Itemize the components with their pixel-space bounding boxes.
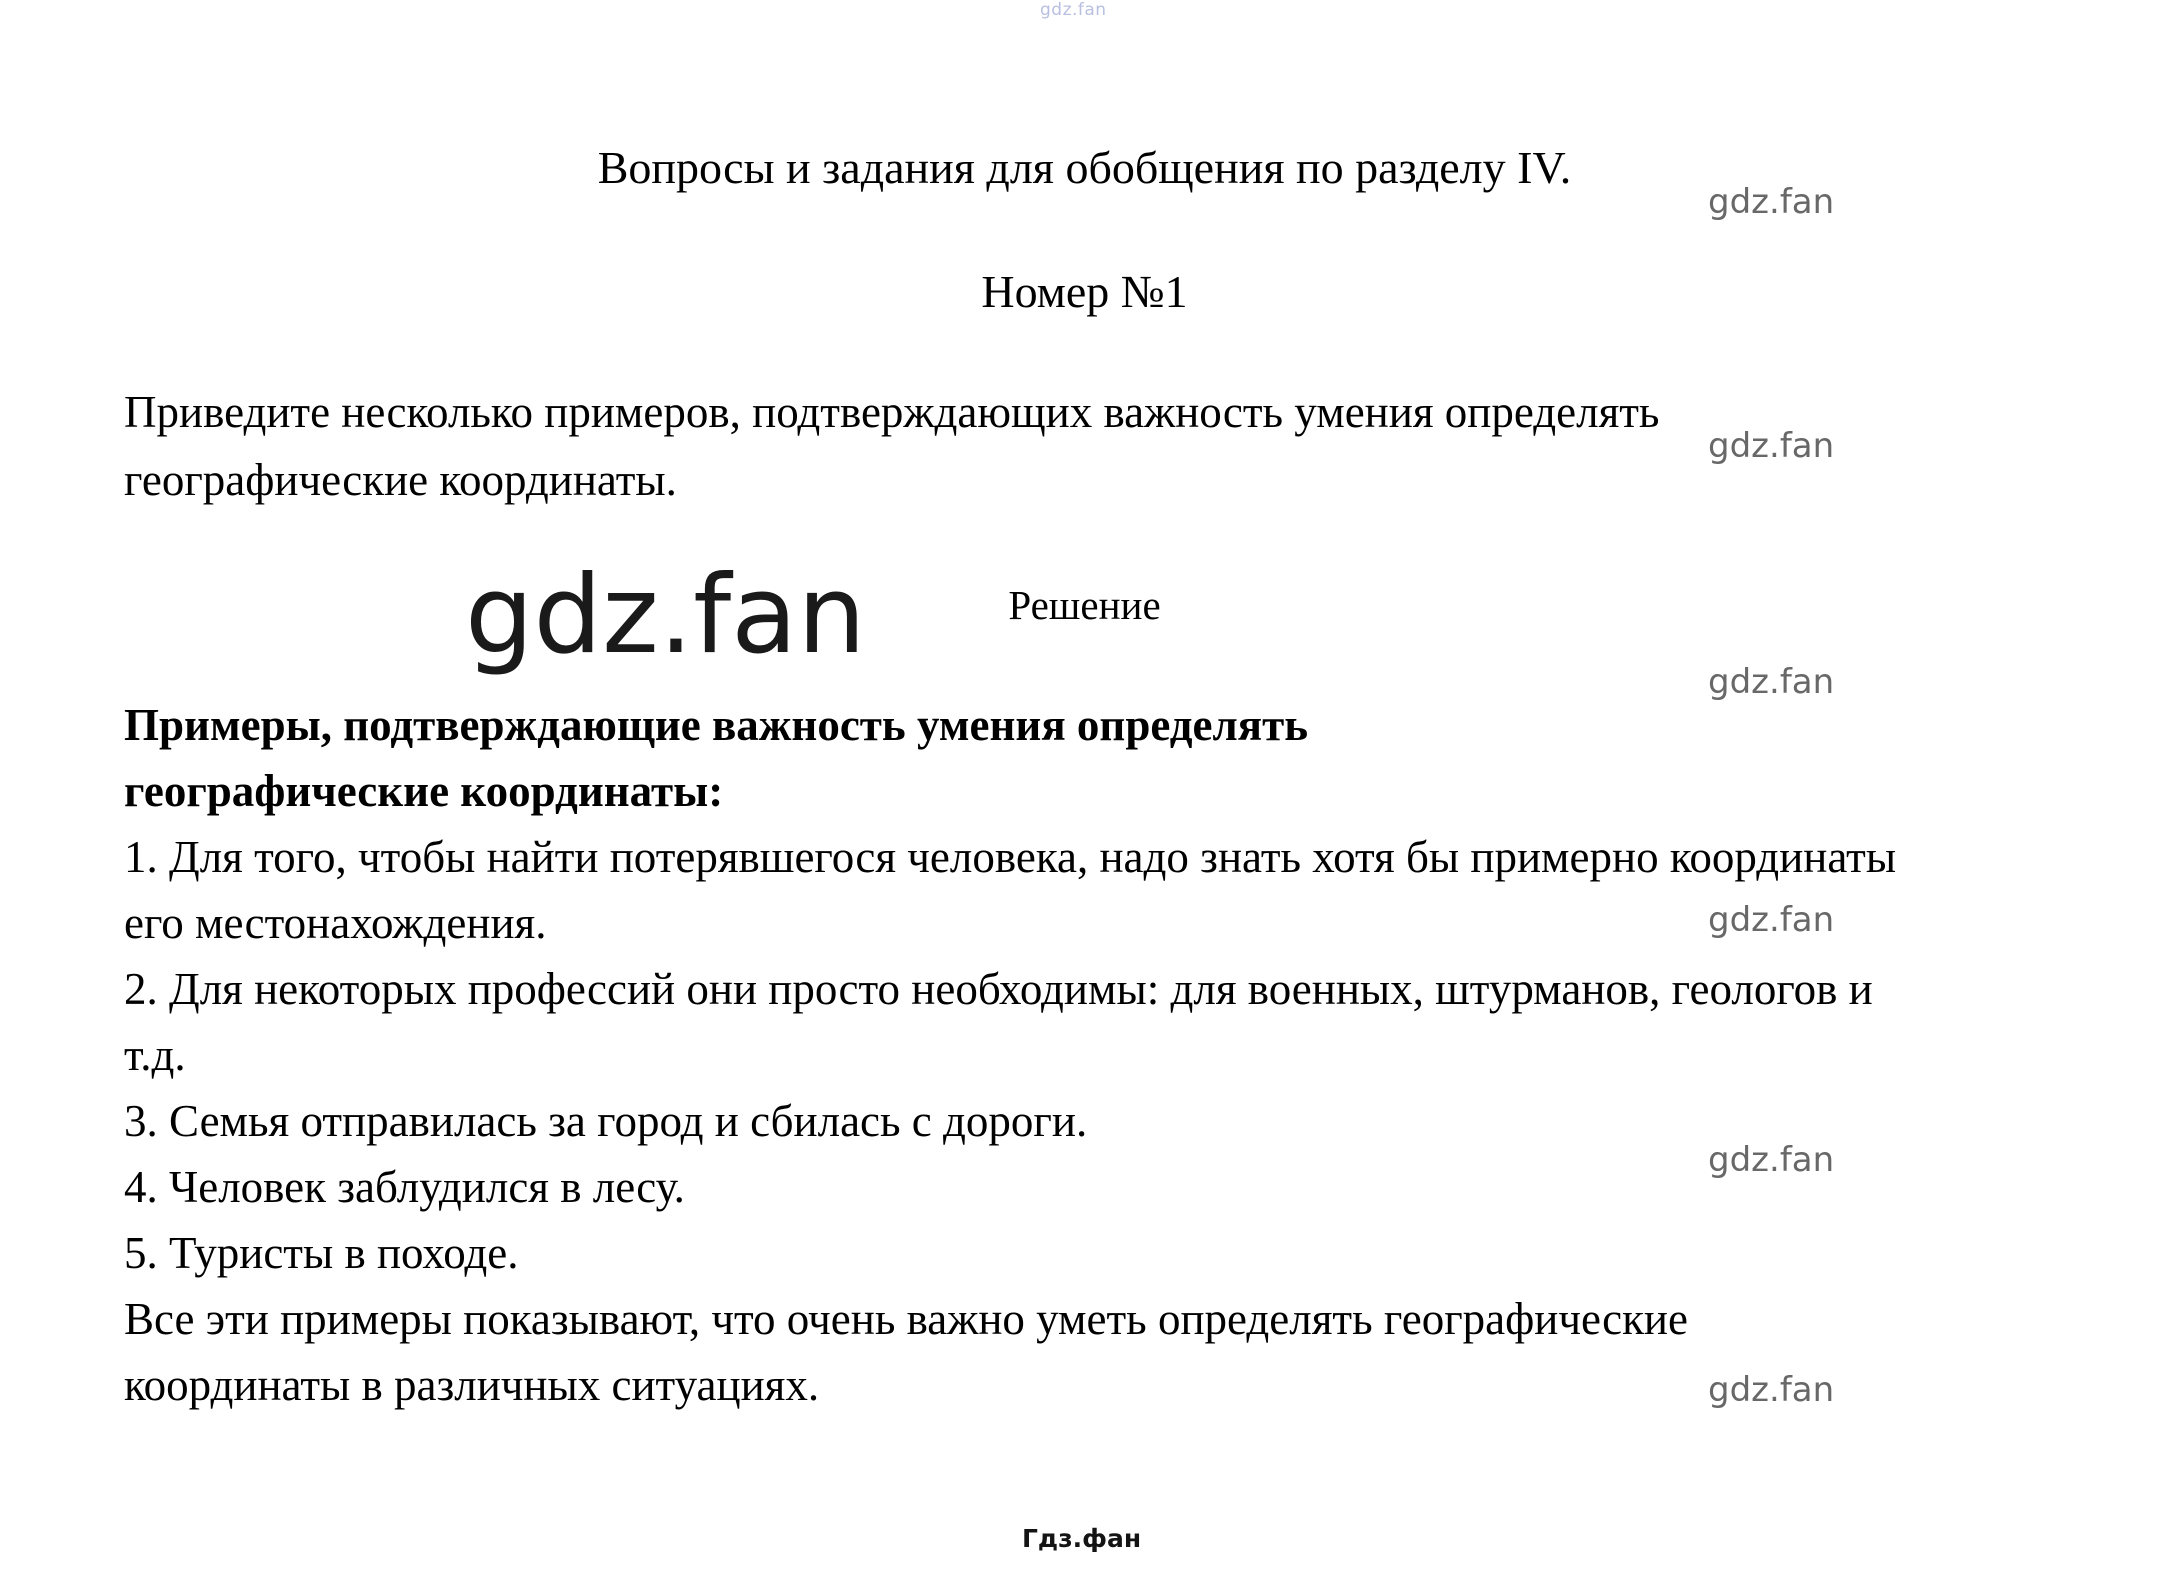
watermark-bottom: Гдз.фан [1022,1524,1142,1553]
watermark-top: gdz.fan [1040,0,1107,20]
watermark-side-4: gdz.fan [1708,900,1835,940]
watermark-center: gdz.fan [465,553,866,678]
watermark-side-1: gdz.fan [1708,182,1835,222]
solution-label: Решение [1008,582,1161,628]
answer-item-3: 3. Семья отправилась за город и сбилась с дороги. [124,1096,1088,1146]
task-number: Номер №1 [981,266,1188,317]
answer-heading-line-1: Примеры, подтверждающие важность умения определять [124,700,1308,750]
watermark-side-6: gdz.fan [1708,1370,1835,1410]
answer-heading-line-2: географические координаты: [124,766,724,816]
answer-item-5: 5. Туристы в походе. [124,1228,519,1278]
watermark-side-5: gdz.fan [1708,1140,1835,1180]
answer-block [124,692,1914,1418]
watermark-side-2: gdz.fan [1708,426,1835,466]
answer-conclusion: Все эти примеры показывают, что очень важно уметь определять географические координаты в различных ситуациях. [124,1294,1688,1410]
page-title: Вопросы и задания для обобщения по разделу IV. [597,142,1572,193]
answer-item-2: 2. Для некоторых профессий они просто необходимы: для военных, штурманов, геологов и т.д. [124,964,1873,1080]
answer-item-4: 4. Человек заблудился в лесу. [124,1162,685,1212]
watermark-side-3: gdz.fan [1708,662,1835,702]
answer-item-1: 1. Для того, чтобы найти потерявшегося человека, надо знать хотя бы примерно координаты его местонахождения. [124,832,1897,948]
question-text: Приведите несколько примеров, подтверждающих важность умения определять географические координаты. [124,387,1660,505]
